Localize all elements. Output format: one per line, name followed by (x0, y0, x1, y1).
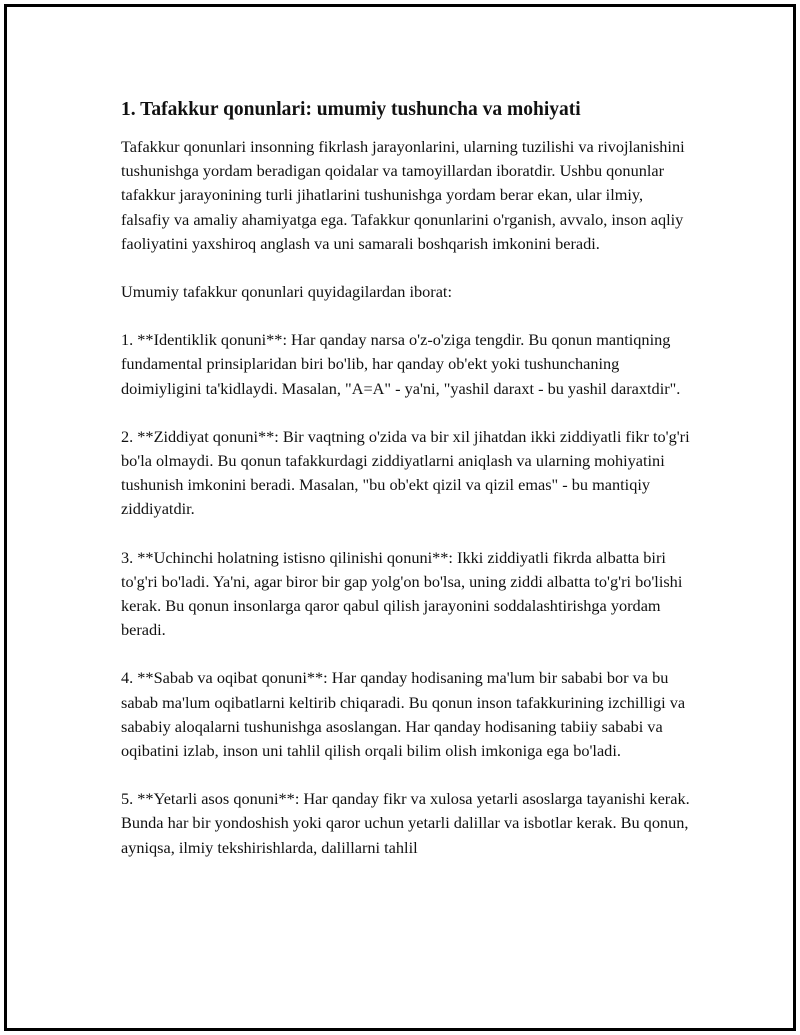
law-cause-effect-paragraph: 4. **Sabab va oqibat qonuni**: Har qanday hodisaning ma'lum bir sababi bor va bu sabab ma'lum oqibatlarni keltirib chiqaradi. Bu qonun inson tafakkurining izchilligi va sababiy aloqalarni tushunishga asoslangan. Har qanday hodisaning tabiiy sababi va oqibatini izlab, inson uni tahlil qilish orqali bilim olish imkoniga ega bo'ladi. (121, 668, 686, 761)
document-body (121, 97, 693, 860)
law-contradiction-paragraph: 2. **Ziddiyat qonuni**: Bir vaqtning o'zida va bir xil jihatdan ikki ziddiyatli fikr to'g'ri bo'la olmaydi. Bu qonun tafakkurdagi ziddiyatlarni aniqlash va ularning mohiyatini tushunish imkonini beradi. Masalan, "bu ob'ekt qizil va qizil emas" - bu mantiqiy ziddiyatdir. (121, 426, 690, 519)
document-title: 1. Tafakkur qonunlari: umumiy tushuncha va mohiyati (121, 99, 581, 120)
law-sufficient-reason-paragraph: 5. **Yetarli asos qonuni**: Har qanday fikr va xulosa yetarli asoslarga tayanishi kerak. Bunda har bir yondoshish yoki qaror uchun yetarli dalillar va isbotlar kerak. Bu qonun, ayniqsa, ilmiy tekshirishlarda, dalillarni tahlil (121, 789, 690, 857)
document-page (4, 4, 796, 1031)
intro-paragraph: Tafakkur qonunlari insonning fikrlash jarayonlarini, ularning tuzilishi va rivojlanishini tushunishga yordam beradigan qoidalar va tamoyillardan iboratdir. Ushbu qonunlar tafakkur jarayonining turli jihatlarini tushunishga yordam berar ekan, ular ilmiy, falsafiy va amaliy ahamiyatga ega. Tafakkur qonunlarini o'rganish, avvalo, inson aqliy faoliyatini yaxshiroq anglash va uni samarali boshqarish imkonini beradi. (121, 137, 685, 253)
law-excluded-middle-paragraph: 3. **Uchinchi holatning istisno qilinishi qonuni**: Ikki ziddiyatli fikrda albatta biri to'g'ri bo'ladi. Ya'ni, agar biror bir gap yolg'on bo'lsa, uning ziddi albatta to'g'ri bo'lishi kerak. Bu qonun insonlarga qaror qabul qilish jarayonini soddalashtirishga yordam beradi. (121, 547, 683, 640)
list-intro-paragraph: Umumiy tafakkur qonunlari quyidagilardan iborat: (121, 282, 452, 302)
law-identity-paragraph: 1. **Identiklik qonuni**: Har qanday narsa o'z-o'ziga tengdir. Bu qonun mantiqning fundamental prinsiplaridan biri bo'lib, har qanday ob'ekt yoki tushunchaning doimiyligini ta'kidlaydi. Masalan, "A=A" - ya'ni, "yashil daraxt - bu yashil daraxtdir". (121, 330, 681, 398)
